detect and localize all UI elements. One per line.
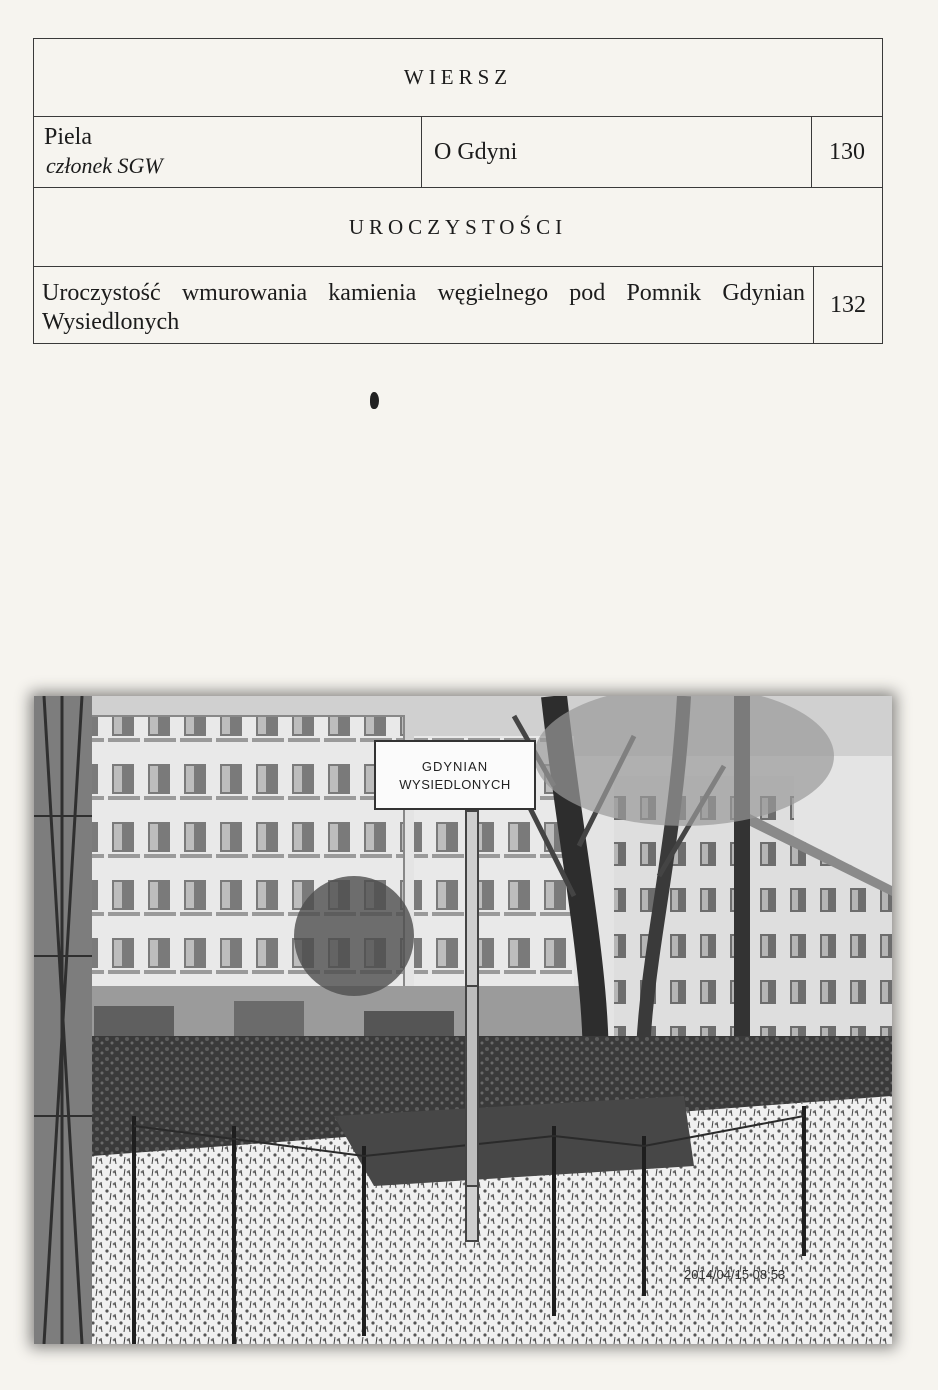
ink-speck bbox=[370, 392, 379, 409]
toc-entry bbox=[34, 117, 882, 188]
section-heading-wiersz: WIERSZ bbox=[34, 39, 882, 117]
toc-entry bbox=[34, 267, 882, 343]
photograph bbox=[34, 696, 892, 1344]
sign-line-2: WYSIEDLONYCH bbox=[399, 777, 511, 792]
street-scene-photo bbox=[34, 696, 892, 1344]
entry-page-number: 132 bbox=[830, 291, 866, 318]
entry-title: Uroczystość wmurowania kamienia węgielnego pod Pomnik Gdynian Wysiedlonych bbox=[34, 267, 814, 343]
photo-timestamp: 2014/04/15 08:53 bbox=[684, 1267, 786, 1282]
entry-author-role: członek SGW bbox=[46, 153, 163, 178]
section-heading-uroczystosci: UROCZYSTOŚCI bbox=[34, 188, 882, 267]
entry-page-number: 130 bbox=[829, 138, 865, 165]
table-of-contents bbox=[33, 38, 883, 344]
entry-author-cell bbox=[34, 117, 422, 187]
entry-author: Piela bbox=[44, 124, 92, 150]
entry-title: O Gdyni bbox=[422, 117, 812, 187]
sign-line-1: GDYNIAN bbox=[421, 759, 489, 774]
